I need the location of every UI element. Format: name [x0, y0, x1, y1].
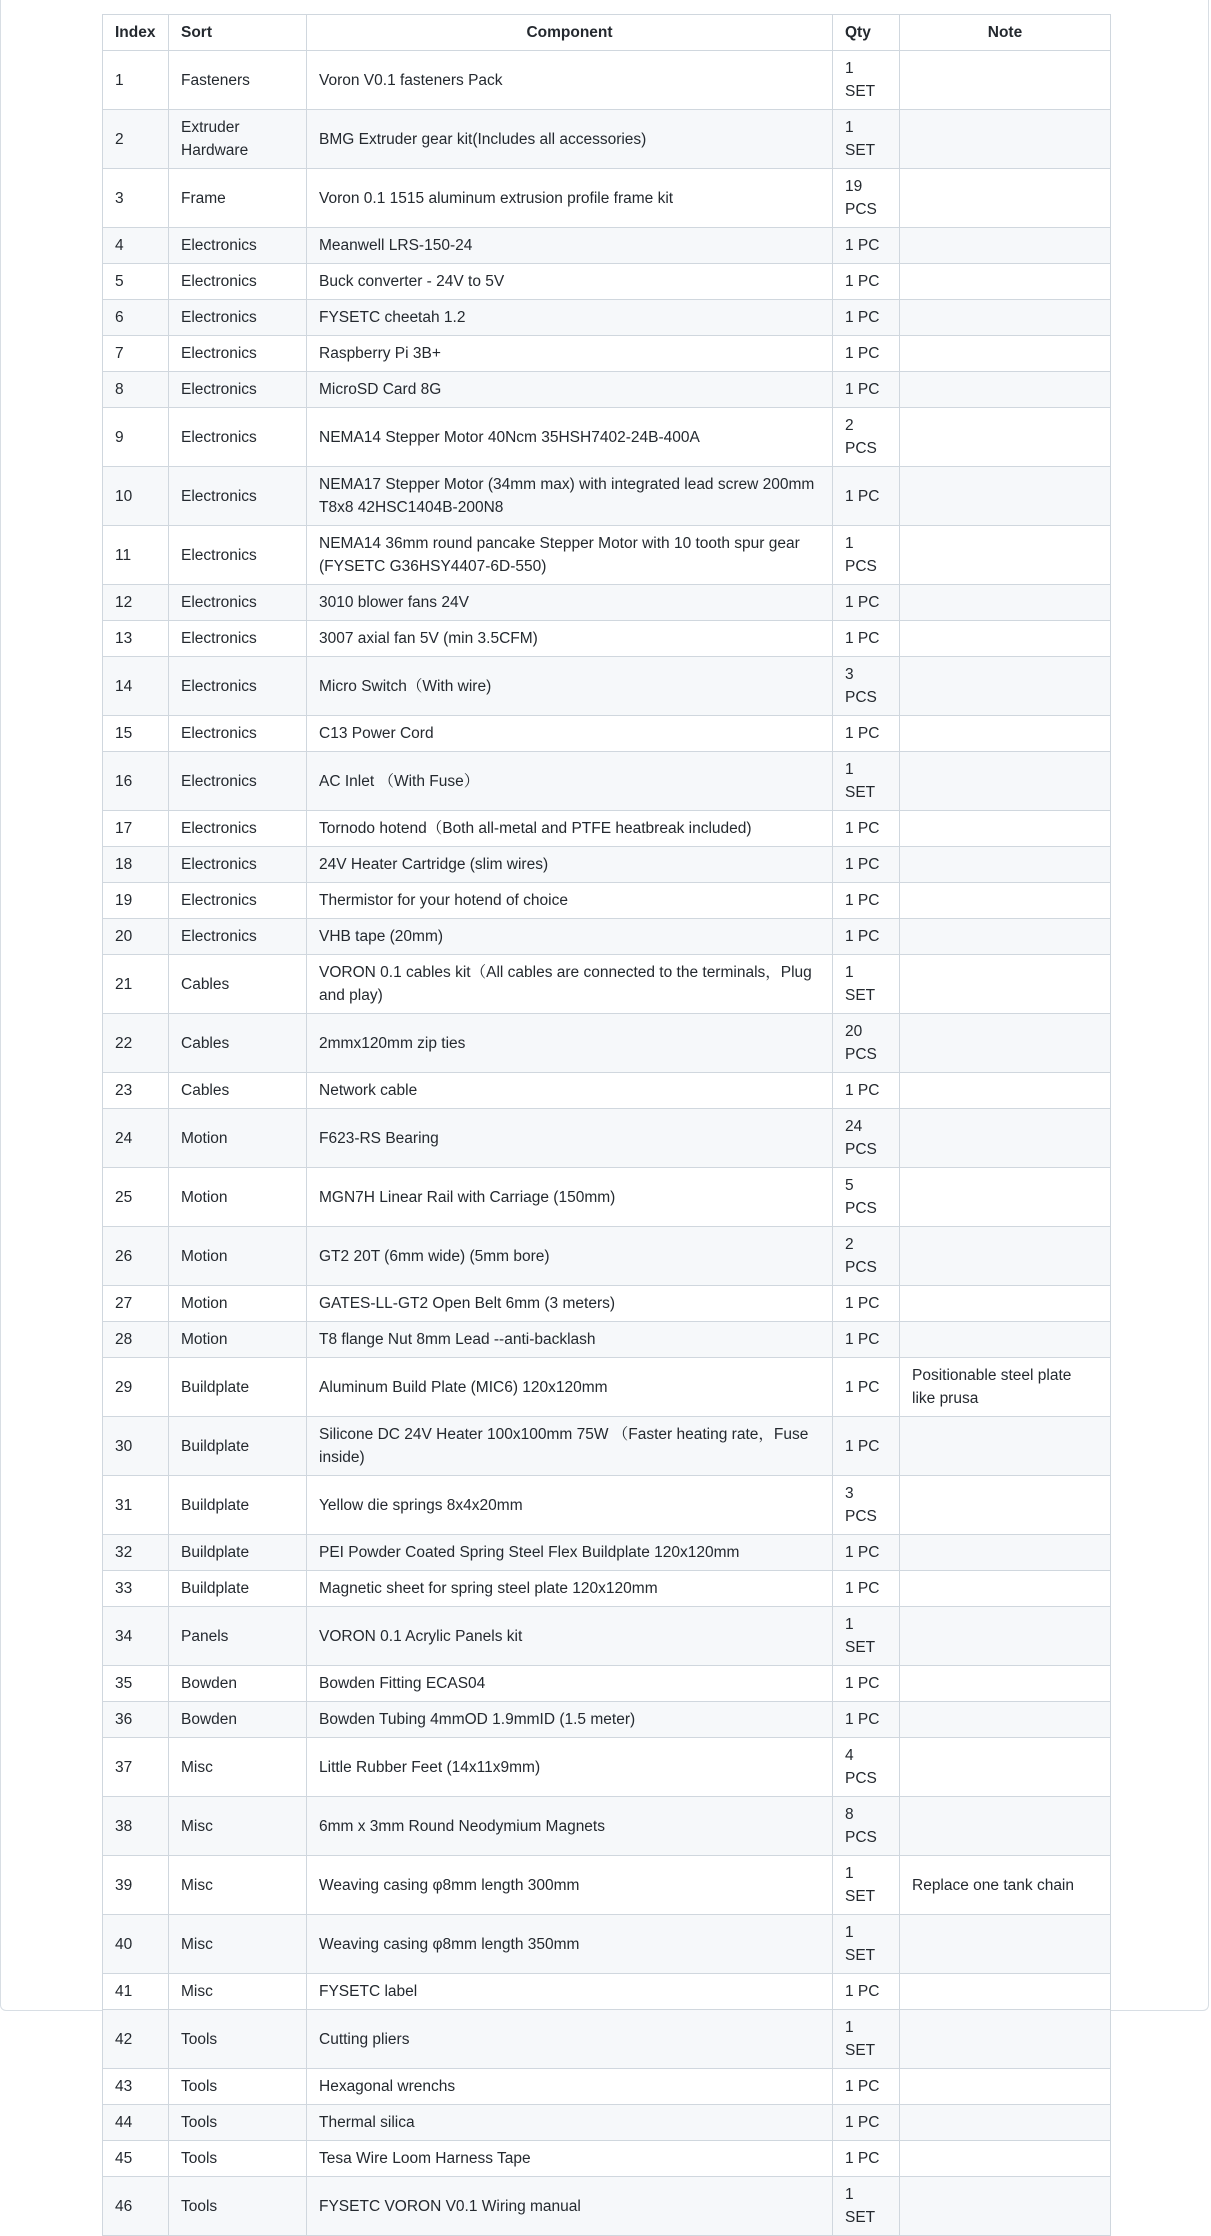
cell-index: 22	[103, 1014, 169, 1073]
cell-index: 38	[103, 1797, 169, 1856]
cell-qty: 20 PCS	[833, 1014, 900, 1073]
cell-index: 29	[103, 1358, 169, 1417]
cell-component: Little Rubber Feet (14x11x9mm)	[307, 1738, 833, 1797]
cell-qty: 1 PC	[833, 1535, 900, 1571]
table-row	[103, 2141, 1111, 2177]
cell-note	[900, 1666, 1111, 1702]
table-row	[103, 300, 1111, 336]
cell-qty: 1 SET	[833, 2177, 900, 2236]
header-row	[103, 15, 1111, 51]
cell-index: 24	[103, 1109, 169, 1168]
cell-component: MGN7H Linear Rail with Carriage (150mm)	[307, 1168, 833, 1227]
cell-sort: Electronics	[169, 467, 307, 526]
table-row	[103, 408, 1111, 467]
table-row	[103, 1797, 1111, 1856]
cell-note	[900, 1738, 1111, 1797]
table-row	[103, 228, 1111, 264]
cell-sort: Tools	[169, 2177, 307, 2236]
table-row	[103, 1856, 1111, 1915]
cell-note	[900, 1476, 1111, 1535]
table-row	[103, 955, 1111, 1014]
cell-index: 11	[103, 526, 169, 585]
cell-note	[900, 2177, 1111, 2236]
cell-sort: Buildplate	[169, 1358, 307, 1417]
table-row	[103, 1571, 1111, 1607]
cell-qty: 4 PCS	[833, 1738, 900, 1797]
cell-component: PEI Powder Coated Spring Steel Flex Buildplate 120x120mm	[307, 1535, 833, 1571]
table-row	[103, 883, 1111, 919]
table-row	[103, 264, 1111, 300]
cell-note	[900, 1073, 1111, 1109]
cell-qty: 1 PCS	[833, 526, 900, 585]
cell-qty: 24 PCS	[833, 1109, 900, 1168]
cell-sort: Misc	[169, 1856, 307, 1915]
cell-sort: Buildplate	[169, 1476, 307, 1535]
cell-component: Bowden Fitting ECAS04	[307, 1666, 833, 1702]
cell-note	[900, 169, 1111, 228]
cell-note	[900, 1109, 1111, 1168]
cell-sort: Tools	[169, 2105, 307, 2141]
cell-component: Yellow die springs 8x4x20mm	[307, 1476, 833, 1535]
cell-component: C13 Power Cord	[307, 716, 833, 752]
cell-sort: Panels	[169, 1607, 307, 1666]
cell-qty: 1 SET	[833, 1856, 900, 1915]
cell-component: NEMA14 Stepper Motor 40Ncm 35HSH7402-24B-400A	[307, 408, 833, 467]
bill-of-materials-table	[102, 14, 1111, 2236]
table-row	[103, 811, 1111, 847]
cell-index: 37	[103, 1738, 169, 1797]
cell-qty: 1 PC	[833, 1702, 900, 1738]
cell-index: 36	[103, 1702, 169, 1738]
cell-component: FYSETC label	[307, 1974, 833, 2010]
table-row	[103, 1666, 1111, 1702]
cell-sort: Cables	[169, 1073, 307, 1109]
table-row	[103, 1974, 1111, 2010]
cell-index: 33	[103, 1571, 169, 1607]
cell-index: 19	[103, 883, 169, 919]
cell-sort: Electronics	[169, 336, 307, 372]
table-row	[103, 2010, 1111, 2069]
cell-component: Tornodo hotend（Both all-metal and PTFE heatbreak included)	[307, 811, 833, 847]
cell-qty: 1 PC	[833, 1322, 900, 1358]
cell-component: Silicone DC 24V Heater 100x100mm 75W （Faster heating rate，Fuse inside)	[307, 1417, 833, 1476]
cell-qty: 1 PC	[833, 228, 900, 264]
table-row	[103, 919, 1111, 955]
cell-sort: Electronics	[169, 811, 307, 847]
cell-component: Aluminum Build Plate (MIC6) 120x120mm	[307, 1358, 833, 1417]
cell-sort: Motion	[169, 1168, 307, 1227]
cell-component: Hexagonal wrenchs	[307, 2069, 833, 2105]
cell-sort: Buildplate	[169, 1417, 307, 1476]
table-row	[103, 1168, 1111, 1227]
cell-sort: Motion	[169, 1109, 307, 1168]
cell-index: 35	[103, 1666, 169, 1702]
cell-qty: 1 PC	[833, 1974, 900, 2010]
cell-component: FYSETC cheetah 1.2	[307, 300, 833, 336]
table-row	[103, 621, 1111, 657]
header-sort: Sort	[169, 15, 307, 51]
cell-index: 16	[103, 752, 169, 811]
cell-component: BMG Extruder gear kit(Includes all accessories)	[307, 110, 833, 169]
cell-note	[900, 1607, 1111, 1666]
table-row	[103, 1286, 1111, 1322]
table-row	[103, 1322, 1111, 1358]
cell-note	[900, 264, 1111, 300]
cell-qty: 1 PC	[833, 883, 900, 919]
cell-note	[900, 1915, 1111, 1974]
cell-qty: 1 PC	[833, 847, 900, 883]
cell-index: 6	[103, 300, 169, 336]
table-body	[103, 51, 1111, 2236]
cell-component: T8 flange Nut 8mm Lead --anti-backlash	[307, 1322, 833, 1358]
cell-qty: 1 PC	[833, 716, 900, 752]
cell-component: Tesa Wire Loom Harness Tape	[307, 2141, 833, 2177]
cell-note	[900, 1974, 1111, 2010]
cell-sort: Electronics	[169, 919, 307, 955]
table-row	[103, 1014, 1111, 1073]
cell-sort: Cables	[169, 1014, 307, 1073]
cell-qty: 1 PC	[833, 264, 900, 300]
cell-note	[900, 955, 1111, 1014]
cell-sort: Extruder Hardware	[169, 110, 307, 169]
cell-index: 44	[103, 2105, 169, 2141]
cell-sort: Tools	[169, 2010, 307, 2069]
cell-sort: Motion	[169, 1227, 307, 1286]
cell-qty: 1 PC	[833, 2105, 900, 2141]
cell-component: 24V Heater Cartridge (slim wires)	[307, 847, 833, 883]
cell-qty: 1 PC	[833, 2141, 900, 2177]
cell-note	[900, 847, 1111, 883]
cell-qty: 8 PCS	[833, 1797, 900, 1856]
cell-component: Thermistor for your hotend of choice	[307, 883, 833, 919]
cell-index: 1	[103, 51, 169, 110]
table-row	[103, 51, 1111, 110]
cell-sort: Electronics	[169, 408, 307, 467]
cell-index: 45	[103, 2141, 169, 2177]
cell-index: 20	[103, 919, 169, 955]
cell-component: VORON 0.1 cables kit（All cables are connected to the terminals，Plug and play)	[307, 955, 833, 1014]
cell-index: 32	[103, 1535, 169, 1571]
cell-note	[900, 51, 1111, 110]
cell-component: GATES-LL-GT2 Open Belt 6mm (3 meters)	[307, 1286, 833, 1322]
cell-sort: Tools	[169, 2141, 307, 2177]
cell-note: Positionable steel plate like prusa	[900, 1358, 1111, 1417]
cell-component: Bowden Tubing 4mmOD 1.9mmID (1.5 meter)	[307, 1702, 833, 1738]
cell-note	[900, 1286, 1111, 1322]
cell-qty: 1 PC	[833, 919, 900, 955]
cell-note	[900, 1797, 1111, 1856]
cell-note	[900, 110, 1111, 169]
table-row	[103, 1476, 1111, 1535]
table-row	[103, 1109, 1111, 1168]
cell-qty: 1 PC	[833, 1417, 900, 1476]
table-row	[103, 169, 1111, 228]
cell-note	[900, 1702, 1111, 1738]
cell-qty: 1 SET	[833, 51, 900, 110]
table-row	[103, 1227, 1111, 1286]
cell-index: 4	[103, 228, 169, 264]
cell-qty: 1 SET	[833, 110, 900, 169]
table-row	[103, 847, 1111, 883]
cell-note	[900, 1322, 1111, 1358]
cell-sort: Electronics	[169, 716, 307, 752]
table-row	[103, 2069, 1111, 2105]
cell-qty: 2 PCS	[833, 1227, 900, 1286]
cell-index: 28	[103, 1322, 169, 1358]
cell-sort: Misc	[169, 1738, 307, 1797]
cell-index: 26	[103, 1227, 169, 1286]
cell-index: 15	[103, 716, 169, 752]
cell-qty: 1 PC	[833, 1571, 900, 1607]
table-row	[103, 1702, 1111, 1738]
cell-index: 14	[103, 657, 169, 716]
cell-note	[900, 1227, 1111, 1286]
cell-component: AC Inlet （With Fuse）	[307, 752, 833, 811]
cell-index: 41	[103, 1974, 169, 2010]
cell-qty: 1 PC	[833, 1073, 900, 1109]
header-component: Component	[307, 15, 833, 51]
cell-qty: 3 PCS	[833, 1476, 900, 1535]
cell-index: 5	[103, 264, 169, 300]
cell-qty: 1 PC	[833, 467, 900, 526]
cell-note	[900, 372, 1111, 408]
table-row	[103, 526, 1111, 585]
cell-component: VHB tape (20mm)	[307, 919, 833, 955]
cell-component: Network cable	[307, 1073, 833, 1109]
cell-index: 46	[103, 2177, 169, 2236]
cell-component: Voron 0.1 1515 aluminum extrusion profile frame kit	[307, 169, 833, 228]
table-row	[103, 110, 1111, 169]
cell-index: 30	[103, 1417, 169, 1476]
table-header	[103, 15, 1111, 51]
cell-note	[900, 2141, 1111, 2177]
cell-component: F623-RS Bearing	[307, 1109, 833, 1168]
cell-note	[900, 752, 1111, 811]
cell-qty: 1 SET	[833, 955, 900, 1014]
cell-qty: 1 PC	[833, 336, 900, 372]
cell-index: 40	[103, 1915, 169, 1974]
cell-sort: Misc	[169, 1974, 307, 2010]
cell-qty: 5 PCS	[833, 1168, 900, 1227]
cell-component: 6mm x 3mm Round Neodymium Magnets	[307, 1797, 833, 1856]
cell-qty: 1 SET	[833, 2010, 900, 2069]
cell-sort: Electronics	[169, 264, 307, 300]
cell-sort: Bowden	[169, 1666, 307, 1702]
cell-index: 13	[103, 621, 169, 657]
cell-note	[900, 2105, 1111, 2141]
cell-sort: Electronics	[169, 883, 307, 919]
cell-index: 18	[103, 847, 169, 883]
cell-index: 31	[103, 1476, 169, 1535]
cell-note: Replace one tank chain	[900, 1856, 1111, 1915]
cell-qty: 1 PC	[833, 372, 900, 408]
cell-component: GT2 20T (6mm wide) (5mm bore)	[307, 1227, 833, 1286]
table-row	[103, 585, 1111, 621]
cell-index: 42	[103, 2010, 169, 2069]
cell-component: Weaving casing φ8mm length 350mm	[307, 1915, 833, 1974]
cell-index: 2	[103, 110, 169, 169]
cell-note	[900, 716, 1111, 752]
cell-component: Meanwell LRS-150-24	[307, 228, 833, 264]
cell-note	[900, 919, 1111, 955]
cell-qty: 1 PC	[833, 585, 900, 621]
cell-note	[900, 1014, 1111, 1073]
cell-note	[900, 883, 1111, 919]
cell-index: 25	[103, 1168, 169, 1227]
cell-note	[900, 1535, 1111, 1571]
cell-component: FYSETC VORON V0.1 Wiring manual	[307, 2177, 833, 2236]
cell-component: NEMA17 Stepper Motor (34mm max) with integrated lead screw 200mm T8x8 42HSC1404B-200N8	[307, 467, 833, 526]
cell-qty: 1 PC	[833, 300, 900, 336]
cell-sort: Cables	[169, 955, 307, 1014]
cell-note	[900, 811, 1111, 847]
cell-component: NEMA14 36mm round pancake Stepper Motor with 10 tooth spur gear (FYSETC G36HSY4407-6D-550)	[307, 526, 833, 585]
cell-index: 10	[103, 467, 169, 526]
cell-index: 21	[103, 955, 169, 1014]
cell-note	[900, 1417, 1111, 1476]
header-note: Note	[900, 15, 1111, 51]
cell-component: Thermal silica	[307, 2105, 833, 2141]
table-row	[103, 1073, 1111, 1109]
cell-component: MicroSD Card 8G	[307, 372, 833, 408]
cell-qty: 2 PCS	[833, 408, 900, 467]
cell-qty: 1 PC	[833, 1286, 900, 1322]
table-row	[103, 1417, 1111, 1476]
table-row	[103, 1535, 1111, 1571]
cell-sort: Electronics	[169, 847, 307, 883]
table-row	[103, 467, 1111, 526]
cell-sort: Electronics	[169, 621, 307, 657]
table-row	[103, 2105, 1111, 2141]
cell-component: Voron V0.1 fasteners Pack	[307, 51, 833, 110]
cell-index: 3	[103, 169, 169, 228]
table-row	[103, 1738, 1111, 1797]
cell-note	[900, 585, 1111, 621]
cell-index: 17	[103, 811, 169, 847]
cell-index: 39	[103, 1856, 169, 1915]
cell-sort: Electronics	[169, 585, 307, 621]
cell-qty: 1 SET	[833, 1607, 900, 1666]
cell-qty: 1 PC	[833, 811, 900, 847]
cell-note	[900, 657, 1111, 716]
cell-sort: Fasteners	[169, 51, 307, 110]
cell-component: Buck converter - 24V to 5V	[307, 264, 833, 300]
cell-note	[900, 408, 1111, 467]
cell-note	[900, 300, 1111, 336]
cell-note	[900, 2069, 1111, 2105]
cell-qty: 1 PC	[833, 1666, 900, 1702]
table-row	[103, 336, 1111, 372]
cell-sort: Misc	[169, 1797, 307, 1856]
cell-note	[900, 621, 1111, 657]
cell-component: Raspberry Pi 3B+	[307, 336, 833, 372]
cell-qty: 19 PCS	[833, 169, 900, 228]
cell-sort: Bowden	[169, 1702, 307, 1738]
cell-index: 9	[103, 408, 169, 467]
cell-qty: 1 SET	[833, 1915, 900, 1974]
cell-sort: Frame	[169, 169, 307, 228]
table-row	[103, 752, 1111, 811]
cell-index: 23	[103, 1073, 169, 1109]
cell-sort: Electronics	[169, 372, 307, 408]
cell-index: 34	[103, 1607, 169, 1666]
cell-note	[900, 336, 1111, 372]
cell-note	[900, 2010, 1111, 2069]
cell-component: Magnetic sheet for spring steel plate 120x120mm	[307, 1571, 833, 1607]
cell-note	[900, 228, 1111, 264]
cell-index: 12	[103, 585, 169, 621]
cell-component: Cutting pliers	[307, 2010, 833, 2069]
cell-note	[900, 1168, 1111, 1227]
cell-qty: 1 SET	[833, 752, 900, 811]
cell-note	[900, 526, 1111, 585]
cell-sort: Buildplate	[169, 1571, 307, 1607]
cell-index: 27	[103, 1286, 169, 1322]
cell-component: 2mmx120mm zip ties	[307, 1014, 833, 1073]
cell-index: 8	[103, 372, 169, 408]
cell-sort: Misc	[169, 1915, 307, 1974]
table-row	[103, 657, 1111, 716]
cell-qty: 3 PCS	[833, 657, 900, 716]
table-row	[103, 2177, 1111, 2236]
cell-sort: Electronics	[169, 752, 307, 811]
cell-component: Weaving casing φ8mm length 300mm	[307, 1856, 833, 1915]
header-qty: Qty	[833, 15, 900, 51]
table-row	[103, 1915, 1111, 1974]
cell-component: 3010 blower fans 24V	[307, 585, 833, 621]
cell-sort: Motion	[169, 1322, 307, 1358]
table-row	[103, 1607, 1111, 1666]
cell-note	[900, 1571, 1111, 1607]
cell-sort: Motion	[169, 1286, 307, 1322]
cell-sort: Electronics	[169, 228, 307, 264]
table-row	[103, 1358, 1111, 1417]
table-row	[103, 372, 1111, 408]
cell-sort: Electronics	[169, 300, 307, 336]
cell-sort: Electronics	[169, 657, 307, 716]
cell-note	[900, 467, 1111, 526]
cell-qty: 1 PC	[833, 2069, 900, 2105]
cell-sort: Tools	[169, 2069, 307, 2105]
header-index: Index	[103, 15, 169, 51]
cell-index: 7	[103, 336, 169, 372]
cell-component: VORON 0.1 Acrylic Panels kit	[307, 1607, 833, 1666]
table-row	[103, 716, 1111, 752]
cell-qty: 1 PC	[833, 1358, 900, 1417]
cell-index: 43	[103, 2069, 169, 2105]
cell-sort: Electronics	[169, 526, 307, 585]
cell-component: Micro Switch（With wire)	[307, 657, 833, 716]
cell-qty: 1 PC	[833, 621, 900, 657]
cell-component: 3007 axial fan 5V (min 3.5CFM)	[307, 621, 833, 657]
cell-sort: Buildplate	[169, 1535, 307, 1571]
